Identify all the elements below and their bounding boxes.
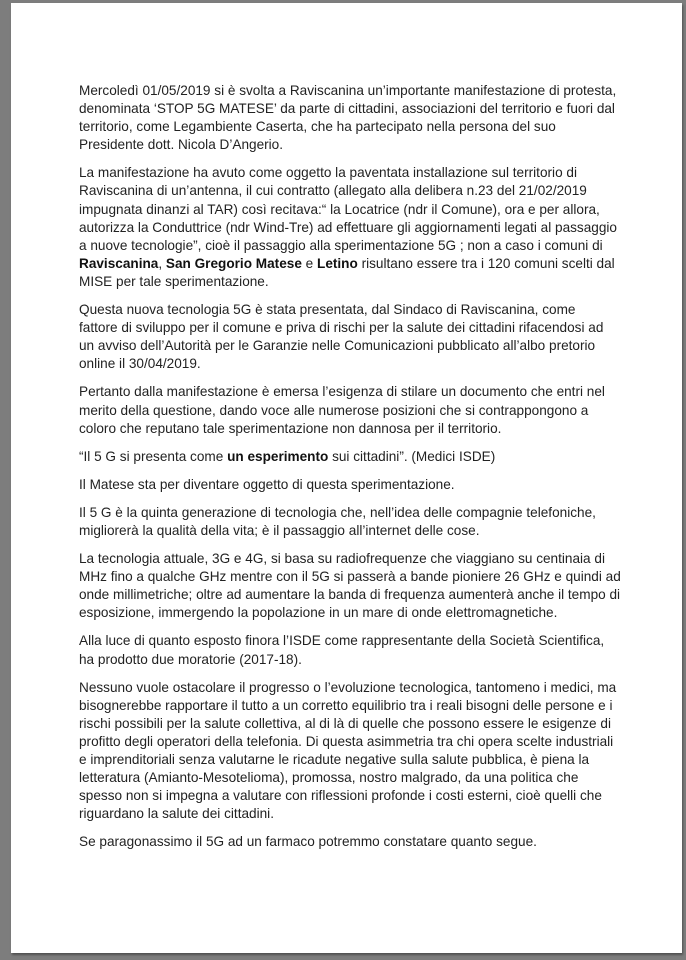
municipality-letino: Letino <box>317 255 358 271</box>
text-line: bisognerebbe rapportare il tutto a un corretto equilibrio tra i reali bisogni delle persone e i <box>79 697 613 713</box>
text-fragment: e <box>301 255 318 271</box>
text-line: Il 5 G è la quinta generazione di tecnologia che, nell’idea delle compagnie telefoniche, <box>79 504 596 520</box>
text-line: MISE per tale sperimentazione. <box>79 273 269 289</box>
text-line: rischi possibili per la salute collettiva, al di là di quelle che possono essere le esigenze di <box>79 715 611 731</box>
paragraph-quote <box>79 448 686 466</box>
paragraph-intro <box>79 82 686 154</box>
paragraph-progress <box>79 679 686 824</box>
text-line: territorio, come Legambiente Caserta, che ha partecipato nella persona del suo <box>79 119 556 135</box>
text-line: merito della questione, dando voce alle numerose posizioni che si contrappongono a <box>79 402 589 418</box>
paragraph-mayor <box>79 301 686 373</box>
text-line: un avviso dell’Autorità per le Garanzie nelle Comunicazioni pubblicato all’albo pretorio <box>79 338 596 354</box>
document-page <box>11 3 682 953</box>
text-line: a nuove tecnologie”, cioè il passaggio alla sperimentazione 5G ; non a caso i comuni di <box>79 237 603 253</box>
paragraph-matese <box>79 476 686 494</box>
text-line: spesso non si impegna a valutare con riflessioni profonde i costi esterni, cioè quelli che <box>79 788 602 804</box>
text-fragment: , <box>158 255 166 271</box>
paragraph-contract <box>79 164 686 291</box>
quote-line <box>79 448 686 466</box>
paragraph-isde-moratoria <box>79 632 686 668</box>
text-line-municipalities <box>79 255 686 273</box>
text-line: esposizione, immergendo la popolazione in un mare di onde elettromagnetiche. <box>79 605 558 621</box>
text-line: riguardano la salute dei cittadini. <box>79 806 274 822</box>
text-line: Alla luce di quanto esposto finora l’ISDE come rappresentante della Società Scientifica, <box>79 633 605 649</box>
paragraph-5g-definition <box>79 504 686 540</box>
text-line: La manifestazione ha avuto come oggetto la paventata installazione sul territorio di <box>79 165 577 181</box>
text-line: ha prodotto due moratorie (2017-18). <box>79 651 302 667</box>
document-body <box>79 82 686 861</box>
quote-emphasis: un esperimento <box>227 448 329 464</box>
text-line: Raviscanina di un’antenna, il cui contratto (allegato alla delibera n.23 del 21/02/2019 <box>79 183 587 199</box>
text-line: Questa nuova tecnologia 5G è stata presentata, dal Sindaco di Raviscanina, come <box>79 302 576 318</box>
text-line: impugnata dinanzi al TAR) così recitava:“ la Locatrice (ndr il Comune), ora e per allora, <box>79 201 600 217</box>
text-line: autorizza la Conduttrice (ndr Wind-Tre) ad effettuare gli aggiornamenti legati al passaggio <box>79 219 617 235</box>
text-line: online il 30/04/2019. <box>79 356 201 372</box>
paragraph-document-need <box>79 383 686 437</box>
text-line: Mercoledì 01/05/2019 si è svolta a Raviscanina un’importante manifestazione di protesta, <box>79 83 617 98</box>
text-fragment: “Il 5 G si presenta come <box>79 448 228 464</box>
text-line: Presidente dott. Nicola D’Angerio. <box>79 137 284 153</box>
text-line: Pertanto dalla manifestazione è emersa l’esigenza di stilare un documento che entri nel <box>79 384 605 400</box>
text-line: profitto degli operatori della telefonia. Di questa asimmetria tra chi opera scelte industriali <box>79 733 614 749</box>
text-line: Il Matese sta per diventare oggetto di questa sperimentazione. <box>79 476 455 492</box>
text-line: migliorerà la qualità della vita; è il passaggio all’internet delle cose. <box>79 522 480 538</box>
text-line: MHz fino a qualche GHz mentre con il 5G si passerà a bande pioniere 26 GHz e quindi ad <box>79 569 621 585</box>
text-line: Nessuno vuole ostacolare il progresso o l’evoluzione tecnologica, tantomeno i medici, ma <box>79 679 617 695</box>
text-line: fattore di sviluppo per il comune e priva di rischi per la salute dei cittadini rifacendosi ad <box>79 320 604 336</box>
paragraph-conclusion <box>79 833 686 851</box>
text-line: La tecnologia attuale, 3G e 4G, si basa su radiofrequenze che viaggiano su centinaia di <box>79 551 605 567</box>
text-line: letteratura (Amianto-Mesotelioma), promossa, nostro malgrado, da una politica che <box>79 770 579 786</box>
text-fragment: sui cittadini”. (Medici ISDE) <box>328 448 496 464</box>
paragraph-frequencies <box>79 550 686 622</box>
text-fragment: risultano essere tra i 120 comuni scelti dal <box>357 255 615 271</box>
text-line: Se paragonassimo il 5G ad un farmaco potremmo constatare quanto segue. <box>79 834 537 850</box>
text-line: e imprenditoriali senza valutarne le ricadute negative sulla salute pubblica, è piena la <box>79 752 590 767</box>
text-line: coloro che reputano tale sperimentazione non dannosa per il territorio. <box>79 420 502 436</box>
municipality-raviscanina: Raviscanina <box>79 255 159 271</box>
municipality-san-gregorio-matese: San Gregorio Matese <box>165 255 302 271</box>
text-line: onde millimetriche; oltre ad aumentare la banda di frequenza aumenterà anche il tempo di <box>79 587 621 603</box>
text-line: denominata ‘STOP 5G MATESE’ da parte di cittadini, associazioni del territorio e fuori dal <box>79 101 615 117</box>
